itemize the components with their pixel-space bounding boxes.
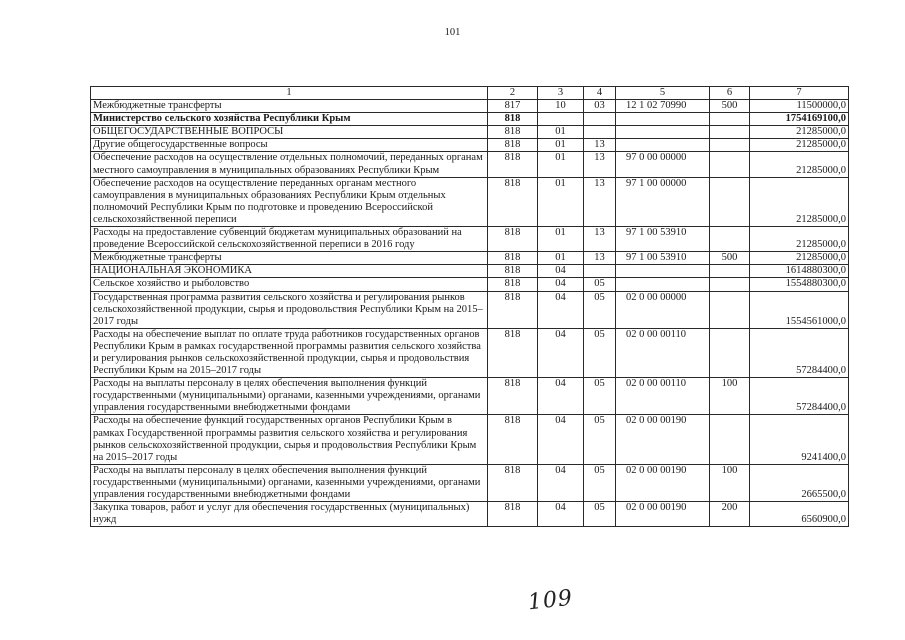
cell-section-code: 04 bbox=[538, 328, 584, 377]
table-row bbox=[91, 328, 849, 377]
cell-expense-type bbox=[710, 328, 750, 377]
table-row bbox=[91, 291, 849, 328]
cell-description: Расходы на выплаты персоналу в целях обеспечения выполнения функций государственными (муниципальными) органами, казенными учреждениями, органами управления государственными внебюджетными фондами bbox=[91, 378, 488, 415]
cell-section-code: 04 bbox=[538, 378, 584, 415]
cell-expense-type: 500 bbox=[710, 100, 750, 113]
table-row bbox=[91, 252, 849, 265]
cell-description: ОБЩЕГОСУДАРСТВЕННЫЕ ВОПРОСЫ bbox=[91, 126, 488, 139]
cell-chapter-code: 818 bbox=[488, 227, 538, 252]
cell-chapter-code: 818 bbox=[488, 502, 538, 527]
cell-description: Другие общегосударственные вопросы bbox=[91, 139, 488, 152]
cell-expense-type: 100 bbox=[710, 378, 750, 415]
cell-chapter-code: 818 bbox=[488, 126, 538, 139]
header-col-3: 3 bbox=[538, 87, 584, 100]
table-row bbox=[91, 502, 849, 527]
cell-target-article: 02 0 00 00000 bbox=[616, 291, 710, 328]
cell-subsection-code: 05 bbox=[584, 291, 616, 328]
cell-subsection-code: 13 bbox=[584, 227, 616, 252]
cell-description: Обеспечение расходов на осуществление отдельных полномочий, переданных органам местного самоуправления в муниципальных образованиях Республики Крым bbox=[91, 152, 488, 177]
cell-subsection-code: 13 bbox=[584, 152, 616, 177]
cell-subsection-code: 05 bbox=[584, 328, 616, 377]
page-number: 101 bbox=[444, 27, 461, 38]
cell-subsection-code: 05 bbox=[584, 278, 616, 291]
cell-amount: 21285000,0 bbox=[750, 126, 849, 139]
cell-description: Расходы на выплаты персоналу в целях обеспечения выполнения функций государственными (муниципальными) органами, казенными учреждениями, органами управления государственными внебюджетными фондами bbox=[91, 464, 488, 501]
cell-amount: 21285000,0 bbox=[750, 139, 849, 152]
header-col-5: 5 bbox=[616, 87, 710, 100]
cell-section-code: 04 bbox=[538, 415, 584, 464]
cell-target-article: 02 0 00 00190 bbox=[616, 502, 710, 527]
table-row bbox=[91, 265, 849, 278]
cell-description: НАЦИОНАЛЬНАЯ ЭКОНОМИКА bbox=[91, 265, 488, 278]
cell-subsection-code bbox=[584, 265, 616, 278]
cell-section-code bbox=[538, 113, 584, 126]
cell-amount: 1754169100,0 bbox=[750, 113, 849, 126]
table-row bbox=[91, 113, 849, 126]
header-col-1: 1 bbox=[91, 87, 488, 100]
cell-target-article: 97 1 00 53910 bbox=[616, 252, 710, 265]
header-col-4: 4 bbox=[584, 87, 616, 100]
cell-amount: 57284400,0 bbox=[750, 378, 849, 415]
header-col-2: 2 bbox=[488, 87, 538, 100]
cell-chapter-code: 818 bbox=[488, 291, 538, 328]
table-body bbox=[91, 87, 849, 527]
cell-section-code: 04 bbox=[538, 464, 584, 501]
cell-subsection-code: 13 bbox=[584, 252, 616, 265]
budget-table bbox=[90, 86, 849, 527]
cell-subsection-code: 05 bbox=[584, 502, 616, 527]
table-row bbox=[91, 278, 849, 291]
header-col-7: 7 bbox=[750, 87, 849, 100]
table-row bbox=[91, 227, 849, 252]
table-row bbox=[91, 177, 849, 226]
cell-chapter-code: 818 bbox=[488, 415, 538, 464]
cell-description: Расходы на обеспечение выплат по оплате труда работников государственных органов Республики Крым в рамках государственной программы развития сельского хозяйства и регулирования рынков сельскохозяйственной продукции, сырья и продовольствия Республики Крым на 2015–2017 годы bbox=[91, 328, 488, 377]
cell-amount: 1614880300,0 bbox=[750, 265, 849, 278]
cell-chapter-code: 818 bbox=[488, 378, 538, 415]
cell-section-code: 01 bbox=[538, 227, 584, 252]
cell-amount: 1554880300,0 bbox=[750, 278, 849, 291]
cell-target-article bbox=[616, 113, 710, 126]
cell-target-article bbox=[616, 265, 710, 278]
cell-section-code: 04 bbox=[538, 278, 584, 291]
cell-section-code: 04 bbox=[538, 502, 584, 527]
cell-amount: 1554561000,0 bbox=[750, 291, 849, 328]
cell-section-code: 01 bbox=[538, 177, 584, 226]
cell-expense-type bbox=[710, 126, 750, 139]
cell-target-article bbox=[616, 139, 710, 152]
cell-expense-type bbox=[710, 113, 750, 126]
cell-target-article: 02 0 00 00190 bbox=[616, 464, 710, 501]
cell-section-code: 01 bbox=[538, 126, 584, 139]
cell-expense-type: 500 bbox=[710, 252, 750, 265]
cell-chapter-code: 818 bbox=[488, 278, 538, 291]
table-row bbox=[91, 126, 849, 139]
cell-description: Министерство сельского хозяйства Республики Крым bbox=[91, 113, 488, 126]
table-row bbox=[91, 152, 849, 177]
cell-subsection-code: 13 bbox=[584, 139, 616, 152]
cell-section-code: 01 bbox=[538, 152, 584, 177]
cell-expense-type: 100 bbox=[710, 464, 750, 501]
cell-target-article bbox=[616, 126, 710, 139]
cell-amount: 57284400,0 bbox=[750, 328, 849, 377]
cell-chapter-code: 818 bbox=[488, 252, 538, 265]
cell-subsection-code bbox=[584, 126, 616, 139]
cell-amount: 11500000,0 bbox=[750, 100, 849, 113]
cell-section-code: 01 bbox=[538, 139, 584, 152]
cell-section-code: 04 bbox=[538, 265, 584, 278]
cell-target-article: 02 0 00 00190 bbox=[616, 415, 710, 464]
cell-expense-type bbox=[710, 139, 750, 152]
cell-expense-type bbox=[710, 415, 750, 464]
cell-description: Обеспечение расходов на осуществление переданных органам местного самоуправления в муниципальных образованиях Республики Крым отдельных полномочий Республики Крым по подготовке и проведению Всероссийской сельскохозяйственной переписи bbox=[91, 177, 488, 226]
table-row bbox=[91, 464, 849, 501]
cell-expense-type: 200 bbox=[710, 502, 750, 527]
cell-subsection-code bbox=[584, 113, 616, 126]
cell-chapter-code: 818 bbox=[488, 113, 538, 126]
cell-expense-type bbox=[710, 177, 750, 226]
handwritten-page-number: 109 bbox=[526, 585, 575, 616]
cell-description: Межбюджетные трансферты bbox=[91, 100, 488, 113]
cell-subsection-code: 03 bbox=[584, 100, 616, 113]
cell-chapter-code: 818 bbox=[488, 139, 538, 152]
cell-chapter-code: 818 bbox=[488, 265, 538, 278]
cell-target-article: 97 1 00 53910 bbox=[616, 227, 710, 252]
cell-amount: 9241400,0 bbox=[750, 415, 849, 464]
cell-expense-type bbox=[710, 278, 750, 291]
cell-amount: 6560900,0 bbox=[750, 502, 849, 527]
cell-description: Закупка товаров, работ и услуг для обеспечения государственных (муниципальных) нужд bbox=[91, 502, 488, 527]
cell-expense-type bbox=[710, 152, 750, 177]
cell-target-article: 02 0 00 00110 bbox=[616, 378, 710, 415]
table-row bbox=[91, 100, 849, 113]
cell-description: Расходы на предоставление субвенций бюджетам муниципальных образований на проведение Всероссийской сельскохозяйственной переписи в 2016 году bbox=[91, 227, 488, 252]
cell-target-article: 12 1 02 70990 bbox=[616, 100, 710, 113]
cell-target-article: 97 0 00 00000 bbox=[616, 152, 710, 177]
cell-description: Государственная программа развития сельского хозяйства и регулирования рынков сельскохозяйственной продукции, сырья и продовольствия Республики Крым на 2015–2017 годы bbox=[91, 291, 488, 328]
cell-section-code: 01 bbox=[538, 252, 584, 265]
cell-section-code: 04 bbox=[538, 291, 584, 328]
header-col-6: 6 bbox=[710, 87, 750, 100]
table-header-row bbox=[91, 87, 849, 100]
cell-description: Межбюджетные трансферты bbox=[91, 252, 488, 265]
table-row bbox=[91, 139, 849, 152]
cell-expense-type bbox=[710, 227, 750, 252]
cell-target-article bbox=[616, 278, 710, 291]
cell-chapter-code: 818 bbox=[488, 464, 538, 501]
cell-expense-type bbox=[710, 265, 750, 278]
cell-chapter-code: 818 bbox=[488, 177, 538, 226]
cell-description: Сельское хозяйство и рыболовство bbox=[91, 278, 488, 291]
cell-expense-type bbox=[710, 291, 750, 328]
table-row bbox=[91, 415, 849, 464]
cell-subsection-code: 05 bbox=[584, 415, 616, 464]
cell-amount: 21285000,0 bbox=[750, 252, 849, 265]
cell-amount: 21285000,0 bbox=[750, 227, 849, 252]
cell-target-article: 02 0 00 00110 bbox=[616, 328, 710, 377]
cell-section-code: 10 bbox=[538, 100, 584, 113]
cell-subsection-code: 13 bbox=[584, 177, 616, 226]
table-row bbox=[91, 378, 849, 415]
cell-description: Расходы на обеспечение функций государственных органов Республики Крым в рамках Государственной программы развития сельского хозяйства и регулирования рынков сельскохозяйственной продукции, сырья и продовольствия Республики Крым на 2015–2017 годы bbox=[91, 415, 488, 464]
cell-subsection-code: 05 bbox=[584, 464, 616, 501]
cell-chapter-code: 818 bbox=[488, 152, 538, 177]
cell-chapter-code: 817 bbox=[488, 100, 538, 113]
cell-target-article: 97 1 00 00000 bbox=[616, 177, 710, 226]
cell-amount: 21285000,0 bbox=[750, 152, 849, 177]
cell-amount: 21285000,0 bbox=[750, 177, 849, 226]
cell-chapter-code: 818 bbox=[488, 328, 538, 377]
cell-amount: 2665500,0 bbox=[750, 464, 849, 501]
cell-subsection-code: 05 bbox=[584, 378, 616, 415]
